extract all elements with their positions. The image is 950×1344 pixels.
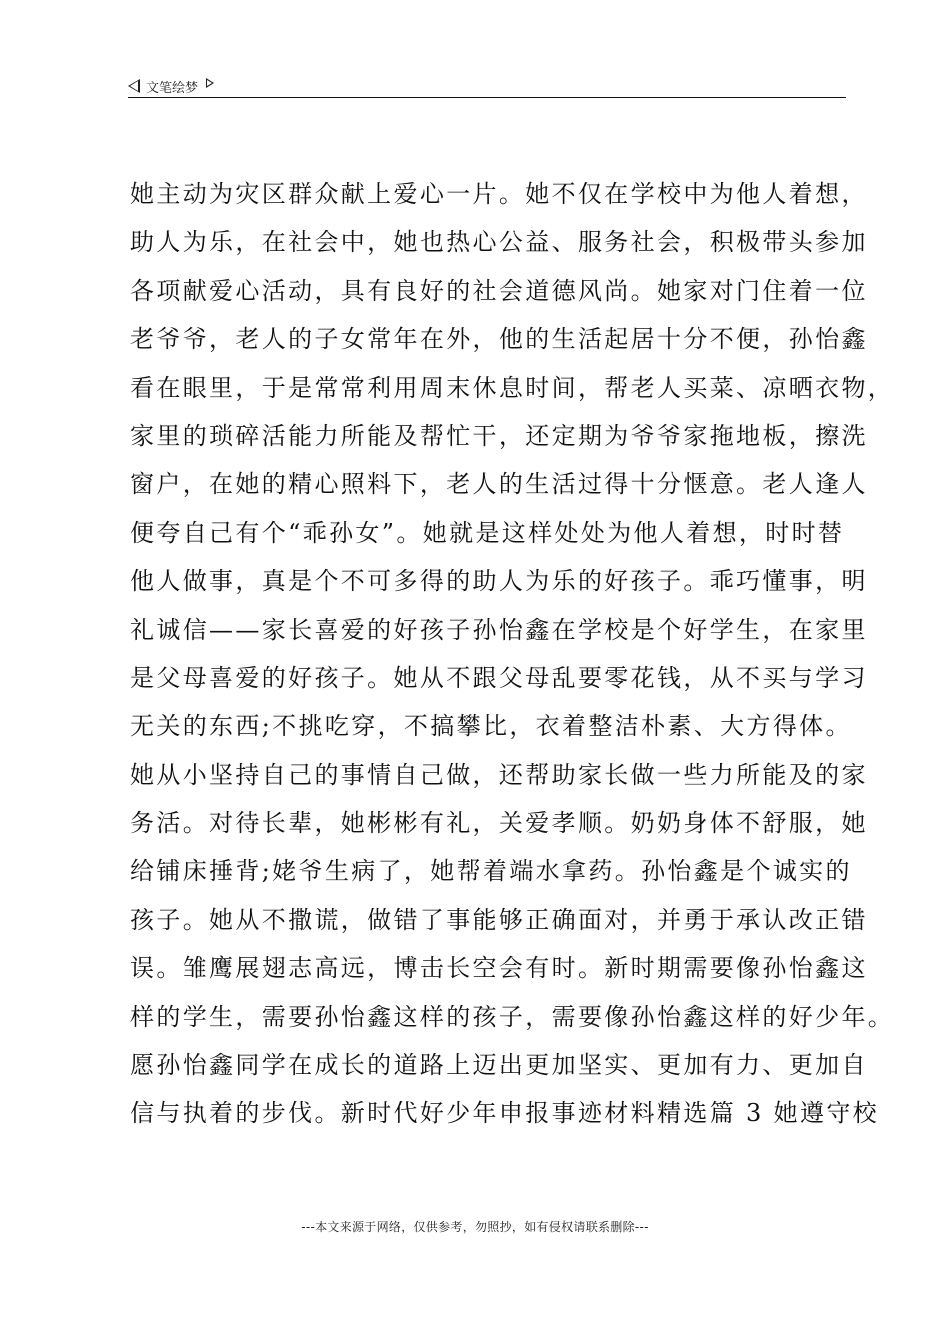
text-line: 她主动为灾区群众献上爱心一片。她不仅在学校中为他人着想，: [130, 180, 868, 208]
text-line: 各项献爱心活动，具有良好的社会道德风尚。她家对门住着一位: [130, 276, 868, 305]
text-line: 样的学生，需要孙怡鑫这样的孩子，需要像孙怡鑫这样的好少年。: [130, 1002, 895, 1031]
text-line: 孩子。她从不撒谎，做错了事能够正确面对，并勇于承认改正错: [130, 905, 868, 934]
text-line: 无关的东西;不挑吃穿，不搞攀比，衣着整洁朴素、大方得体。: [130, 712, 852, 741]
text-line: 礼诚信——家长喜爱的好孩子孙怡鑫在学校是个好学生，在家里: [130, 615, 868, 644]
text-line: 愿孙怡鑫同学在成长的道路上迈出更加坚实、更加有力、更加自: [130, 1051, 868, 1080]
triangle-left-icon: [128, 79, 140, 93]
text-line: 便夸自己有个“乖孙女”。她就是这样处处为他人着想，时时替: [130, 518, 845, 547]
text-line: 助人为乐，在社会中，她也热心公益、服务社会，积极带头参加: [130, 228, 868, 257]
text-line: 她从小坚持自己的事情自己做，还帮助家长做一些力所能及的家: [130, 760, 868, 789]
text-line: 家里的琐碎活能力所能及帮忙干，还定期为爷爷家拖地板，擦洗: [130, 421, 868, 450]
text-line: 务活。对待长辈，她彬彬有礼，关爱孝顺。奶奶身体不舒服，她: [130, 809, 868, 838]
page-header: [128, 74, 846, 98]
text-line: 窗户，在她的精心照料下，老人的生活过得十分惬意。老人逢人: [130, 470, 868, 499]
text-line: 误。雏鹰展翅志高远，博击长空会有时。新时期需要像孙怡鑫这: [130, 954, 868, 983]
body-text: [130, 170, 895, 1138]
triangle-right-icon: [206, 78, 214, 88]
text-line: 信与执着的步伐。新时代好少年申报事迹材料精选篇 3 她遵守校: [130, 1099, 880, 1128]
text-line: 老爷爷，老人的子女常年在外，他的生活起居十分不便，孙怡鑫: [130, 325, 868, 354]
text-line: 他人做事，真是个不可多得的助人为乐的好孩子。乖巧懂事，明: [130, 567, 868, 596]
header-divider: [128, 97, 846, 98]
text-line: 看在眼里，于是常常利用周末休息时间，帮老人买菜、凉晒衣物，: [130, 373, 895, 402]
text-line: 是父母喜爱的好孩子。她从不跟父母乱要零花钱，从不买与学习: [130, 663, 868, 692]
text-line: 给铺床捶背;姥爷生病了，她帮着端水拿药。孙怡鑫是个诚实的: [130, 857, 852, 886]
header-title: 文笔绘梦: [146, 80, 199, 96]
page-footer: ---本文来源于网络，仅供参考，勿照抄，如有侵权请联系删除---: [301, 1220, 649, 1234]
